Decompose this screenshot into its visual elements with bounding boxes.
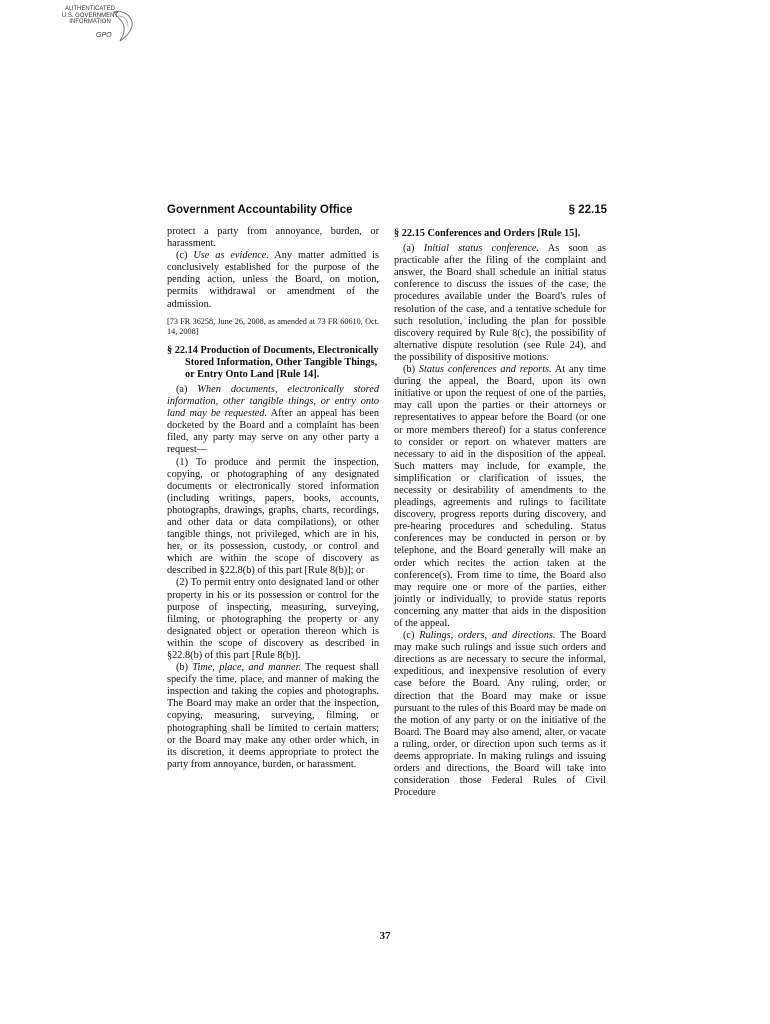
paragraph: (c) Rulings, orders, and directions. The Board may make such rulings and issue such orders and directions as are necessary to secure the informal, expeditious, and inexpensive resolution of every case before the Board. Any ruling, order, or direction that the Board may make or issue pursuant to the rules of this Board may be made on the motion of any party or on the initiative of the Board. The Board may also amend, alter, or vacate a ruling, order, or direction upon such terms as it deems appropriate. In making rulings and issuing orders and directions, the Board will take into consideration those Federal Rules of Civil Procedure — [394, 630, 606, 799]
section-heading: § 22.14 Production of Documents, Electronically Stored Information, Other Tangible Things, or Entry Onto Land [Rule 14]. — [167, 344, 379, 380]
seal-gpo-mark: GPO — [96, 32, 112, 39]
paragraph: (a) Initial status conference. As soon as practicable after the filing of the complaint and answer, the Board shall schedule an initial status conference to discuss the issues of the case, the procedures available under the Board's rules of resolution of the case, and a tentative schedule for such resolution, including the plan for possible discovery required by Rule 8(c), the possibility of alternative dispute resolution (see Rule 24), and the possibility of dispositive motions. — [394, 243, 606, 363]
seal-line: U.S. GOVERNMENT — [61, 12, 119, 19]
paragraph: (b) Status conferences and reports. At any time during the appeal, the Board, upon its own initiative or upon the request of one of the parties, may call upon the parties or their attorneys or representatives to appear before the Board (or one or more members thereof) for a status conference to consider or report on whatever matters are necessary to aid in the disposition of the appeal. Such matters may include, for example, the simplification or clarification of issues, the necessity or desirability of amendments to the pleadings, agreements and rulings to facilitate discovery, progress reports during discovery, and pre-hearing procedures and scheduling. Status conferences may be conducted in person or by telephone, and the Board generally will make an order which recites the action taken at the conference(s). From time to time, the Board also may require one or more of the parties, either jointly or individually, to provide status reports concerning any matter that aids in the disposition of the appeal. — [394, 364, 606, 629]
seal-line: AUTHENTICATED — [65, 6, 115, 12]
paragraph: (c) Use as evidence. Any matter admitted is conclusively established for the purpose of the pending action, unless the Board, on motion, permits withdrawal or amendment of the admission. — [167, 250, 379, 310]
header-agency: Government Accountability Office — [167, 204, 353, 216]
paragraph: (a) When documents, electronically stored information, other tangible things, or entry onto land may be requested. After an appeal has been docketed by the Board and a complaint has been filed, any party may serve on any other party a request— — [167, 383, 379, 456]
page-number: 37 — [379, 930, 391, 942]
eagle-icon — [108, 8, 136, 44]
paragraph: (b) Time, place, and manner. The request shall specify the time, place, and manner of making the inspection and taking the copies and photographs. The Board may make an order that the inspection, copying, measuring, surveying, filming, or photographing shall be limited to certain matters; or the Board may make any other order which, in its discretion, it deems appropriate to protect the party from annoyance, burden, or harassment. — [167, 662, 379, 770]
seal-line: INFORMATION — [69, 19, 111, 25]
header-section: § 22.15 — [568, 204, 607, 216]
right-column — [394, 226, 606, 799]
gpo-authentication-seal — [60, 6, 140, 46]
paragraph: (1) To produce and permit the inspection, copying, or photographing of any designated documents or electronically stored information (including writings, papers, books, accounts, photographs, drawings, graphs, charts, recordings, and other data or data compilations), or other tangible things, not privileged, which are in his, her, or its possession, custody, or control and which are within the scope of discovery as described in §22.8(b) of this part [Rule 8(b)]; or — [167, 456, 379, 577]
paragraph: (2) To permit entry onto designated land or other property in his or its possession or control for the purpose of inspecting, measuring, surveying, filming, or photographing the property or any designated object or operation thereon which is within the scope of discovery as described in §22.8(b) of this part [Rule 8(b)]. — [167, 577, 379, 661]
section-heading: § 22.15 Conferences and Orders [Rule 15]. — [394, 228, 581, 239]
left-column — [167, 226, 379, 771]
running-header — [167, 204, 607, 216]
paragraph: protect a party from annoyance, burden, or harassment. — [167, 226, 379, 250]
citation: [73 FR 36258, June 26, 2008, as amended at 73 FR 60610, Oct. 14, 2008] — [167, 316, 379, 336]
